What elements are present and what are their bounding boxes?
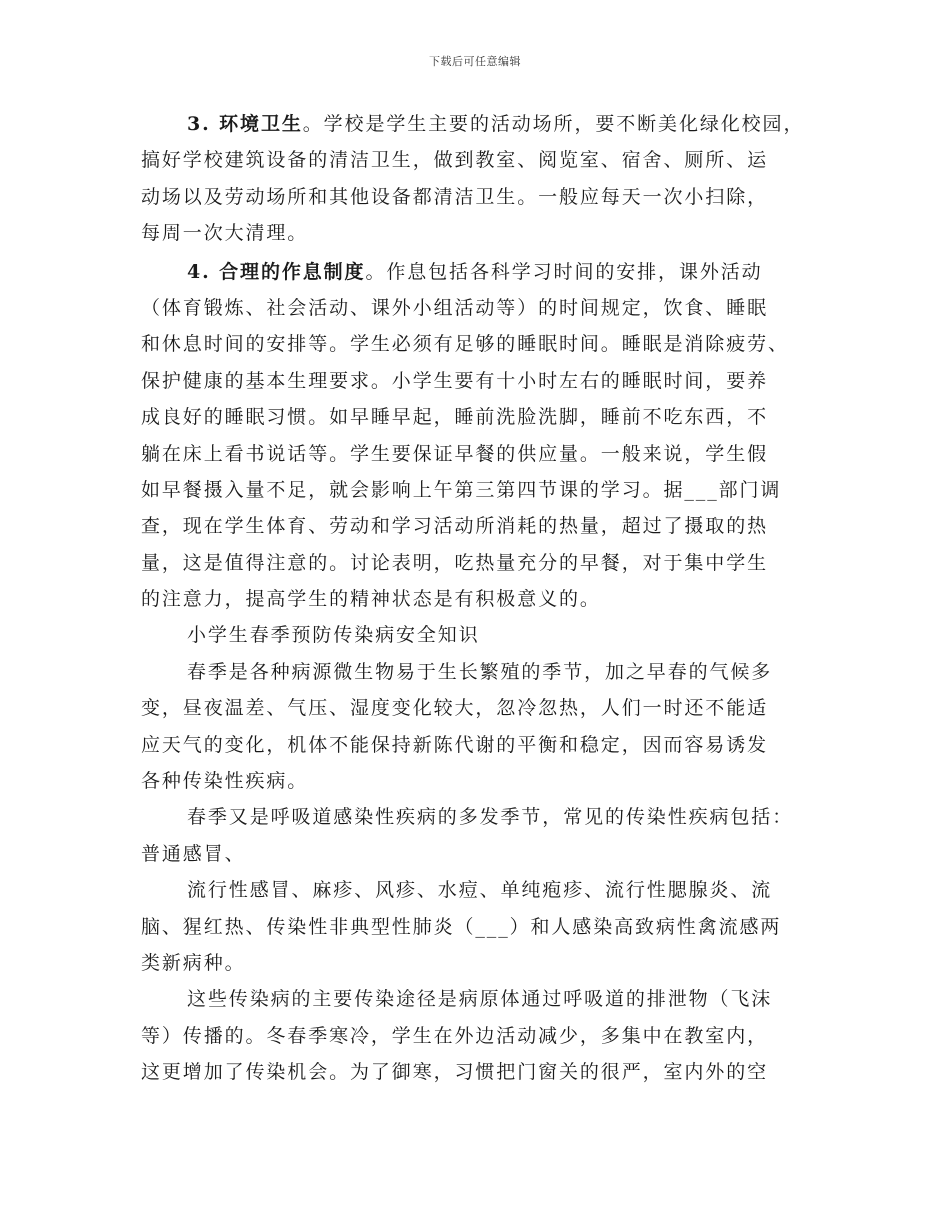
text-line: 查，现在学生体育、劳动和学习活动所消耗的热量，超过了摄取的热	[141, 515, 769, 538]
paragraph-environment-hygiene	[141, 106, 813, 252]
text-line: 应天气的变化，机体不能保持新陈代谢的平衡和稳定，因而容易诱发	[141, 733, 769, 756]
text-line: 量，这是值得注意的。讨论表明，吃热量充分的早餐，对于集中学生	[141, 551, 769, 574]
text-line: 3. 环境卫生。学校是学生主要的活动场所，要不断美化绿化校园，	[187, 113, 805, 135]
text-line: 各种传染性疾病。	[141, 770, 309, 793]
section-heading: 3. 环境卫生	[187, 113, 303, 135]
paragraph-transmission	[141, 981, 813, 1090]
paragraph-subtitle	[141, 617, 813, 653]
paragraph-spring-climate	[141, 654, 813, 800]
text-line: 动场以及劳动场所和其他设备都清洁卫生。一般应每天一次小扫除，	[141, 185, 769, 208]
section-title: 小学生春季预防传染病安全知识	[187, 624, 480, 647]
document-body	[141, 106, 813, 1091]
paragraph-respiratory	[141, 799, 813, 872]
text-line: 躺在床上看书说话等。学生要保证早餐的供应量。一般来说，学生假	[141, 442, 769, 465]
text-line: 脑、猩红热、传染性非典型性肺炎（___）和人感染高致病性禽流感两	[141, 915, 782, 938]
text-line: 的注意力，提高学生的精神状态是有积极意义的。	[141, 588, 601, 611]
text-line: 流行性感冒、麻疹、风疹、水痘、单纯疱疹、流行性腮腺炎、流	[187, 879, 773, 902]
section-heading: 4. 合理的作息制度	[187, 260, 366, 283]
text-line: 这些传染病的主要传染途径是病原体通过呼吸道的排泄物（飞沫	[187, 988, 773, 1011]
text-line: 等）传播的。冬春季寒冷，学生在外边活动减少，多集中在教室内，	[141, 1024, 769, 1047]
text-line: 春季又是呼吸道感染性疾病的多发季节，常见的传染性疾病包括：	[187, 806, 794, 829]
text-line: 变，昼夜温差、气压、湿度变化较大，忽冷忽热，人们一时还不能适	[141, 697, 769, 720]
text-line: （体育锻炼、社会活动、课外小组活动等）的时间规定，饮食、睡眠	[141, 296, 769, 319]
text-line: 搞好学校建筑设备的清洁卫生，做到教室、阅览室、宿舍、厕所、运	[141, 149, 769, 172]
text-line: 4. 合理的作息制度。作息包括各科学习时间的安排，课外活动	[187, 260, 763, 283]
text-line: 这更增加了传染机会。为了御寒，习惯把门窗关的很严，室内外的空	[141, 1061, 769, 1084]
text-line: 保护健康的基本生理要求。小学生要有十小时左右的睡眠时间，要养	[141, 369, 769, 392]
paragraph-disease-list	[141, 872, 813, 981]
text-line: 成良好的睡眠习惯。如早睡早起，睡前洗脸洗脚，睡前不吃东西，不	[141, 406, 769, 429]
paragraph-schedule	[141, 254, 813, 618]
text-line: 和休息时间的安排等。学生必须有足够的睡眠时间。睡眠是消除疲劳、	[141, 333, 789, 356]
text-line: 如早餐摄入量不足，就会影响上午第三第四节课的学习。据___部门调	[141, 478, 782, 501]
text-line: 每周一次大清理。	[141, 222, 309, 245]
text-line: 普通感冒、	[141, 842, 246, 865]
text-line: 类新病种。	[141, 951, 246, 974]
text-line: 春季是各种病源微生物易于生长繁殖的季节，加之早春的气候多	[187, 660, 773, 683]
page-header: 下载后可任意编辑	[429, 55, 521, 68]
